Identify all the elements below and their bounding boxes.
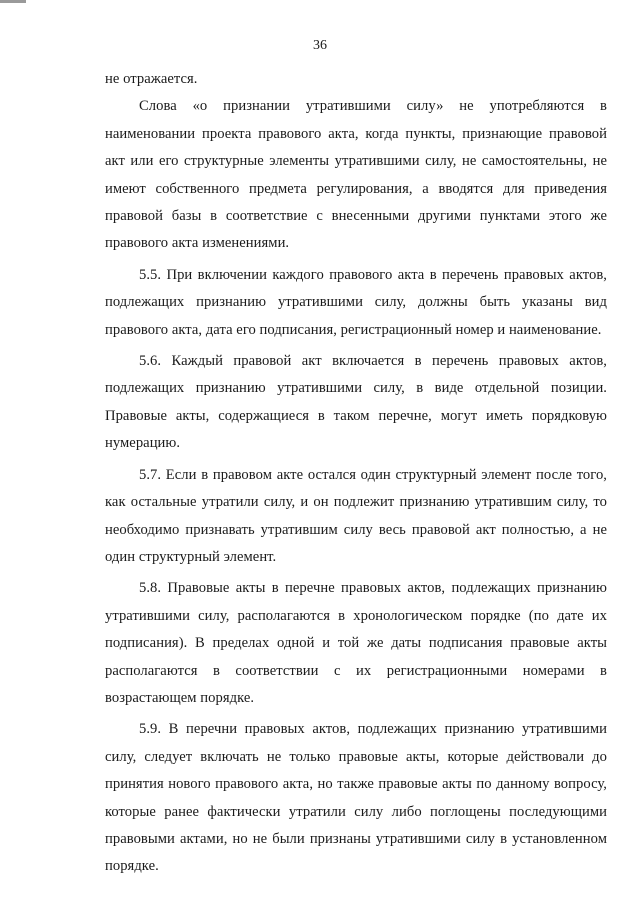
paragraph-5-7: 5.7. Если в правовом акте остался один структурный элемент после того, как остальные утратили силу, и он подлежит признанию утратившим силу, то необходимо признавать утратившим силу весь правовой акт полностью, а не один структурный элемент. <box>105 466 607 565</box>
scan-corner-mark <box>0 0 26 3</box>
body-text <box>105 66 607 881</box>
paragraph-continuation: не отражается. <box>105 71 198 87</box>
paragraph-intro: Слова «о признании утратившими силу» не употребляются в наименовании проекта правового акта, когда пункты, признающие правовой акт или его структурные элементы утратившими силу, не самостоятельны, не имеют собственного предмета регулирования, а вводятся для приведения правовой базы в соответствие с внесенными другими пунктами этого же правового акта изменениями. <box>105 98 607 252</box>
paragraph-5-8: 5.8. Правовые акты в перечне правовых актов, подлежащих признанию утратившими силу, располагаются в хронологическом порядке (по дате их подписания). В пределах одной и той же даты подписания правовые акты располагаются в соответствии с их регистрационными номерами в возрастающем порядке. <box>105 580 607 706</box>
paragraph-5-9: 5.9. В перечни правовых актов, подлежащих признанию утратившими силу, следует включать не только правовые акты, которые действовали до принятия нового правового акта, но также правовые акты по данному вопросу, которые ранее фактически утратили силу либо поглощены последующими правовыми актами, но не были признаны утратившими силу в установленном порядке. <box>105 721 607 875</box>
paragraph-5-6: 5.6. Каждый правовой акт включается в перечень правовых актов, подлежащих признанию утратившими силу, в виде отдельной позиции. Правовые акты, содержащиеся в таком перечне, могут иметь порядковую нумерацию. <box>105 353 607 452</box>
paragraph-5-5: 5.5. При включении каждого правового акта в перечень правовых актов, подлежащих признанию утратившими силу, должны быть указаны вид правового акта, дата его подписания, регистрационный номер и наименование. <box>105 266 607 338</box>
page-number: 36 <box>313 38 327 53</box>
